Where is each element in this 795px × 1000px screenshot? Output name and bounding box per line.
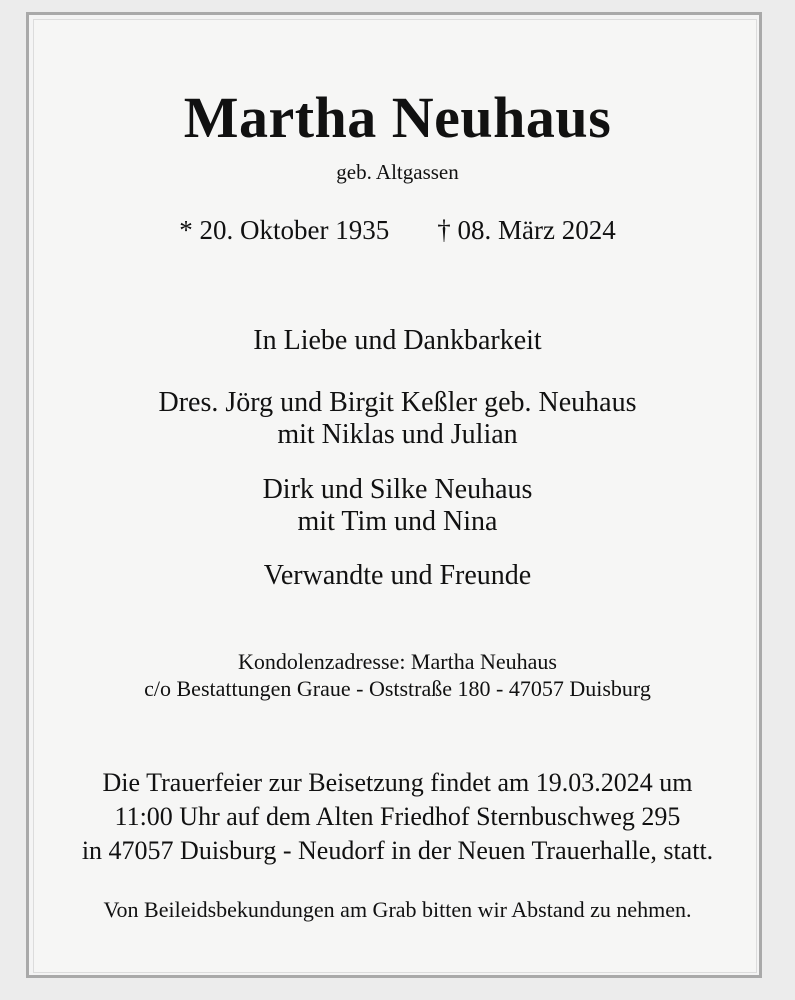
mourner-group-1 xyxy=(0,387,795,451)
condolence-address xyxy=(0,648,795,702)
birth-date: * 20. Oktober 1935 xyxy=(179,215,390,245)
condolence-line: c/o Bestattungen Graue - Oststraße 180 - 47057 Duisburg xyxy=(144,676,651,701)
dedication: In Liebe und Dankbarkeit xyxy=(253,325,542,356)
service-line: 11:00 Uhr auf dem Alten Friedhof Sternbuschweg 295 xyxy=(114,802,681,831)
death-date: † 08. März 2024 xyxy=(437,215,616,245)
service-line: in 47057 Duisburg - Neudorf in der Neuen Trauerhalle, statt. xyxy=(81,836,714,865)
service-line: Die Trauerfeier zur Beisetzung findet am 19.03.2024 um xyxy=(102,768,693,797)
mourner-line: Dres. Jörg und Birgit Keßler geb. Neuhaus xyxy=(158,387,637,418)
service-info xyxy=(0,766,795,868)
condolence-line: Kondolenzadresse: Martha Neuhaus xyxy=(238,649,557,674)
deceased-name: Martha Neuhaus xyxy=(183,85,612,150)
mourner-group-3 xyxy=(0,560,795,592)
mourner-line: Verwandte und Freunde xyxy=(263,560,532,591)
life-dates xyxy=(0,215,795,246)
mourner-line: mit Niklas und Julian xyxy=(277,419,518,450)
mourner-line: Dirk und Silke Neuhaus xyxy=(262,474,533,505)
mourner-group-2 xyxy=(0,474,795,538)
closing-note: Von Beileidsbekundungen am Grab bitten wir Abstand zu nehmen. xyxy=(103,897,692,922)
mourner-line: mit Tim und Nina xyxy=(297,506,498,537)
maiden-name: geb. Altgassen xyxy=(336,160,459,184)
